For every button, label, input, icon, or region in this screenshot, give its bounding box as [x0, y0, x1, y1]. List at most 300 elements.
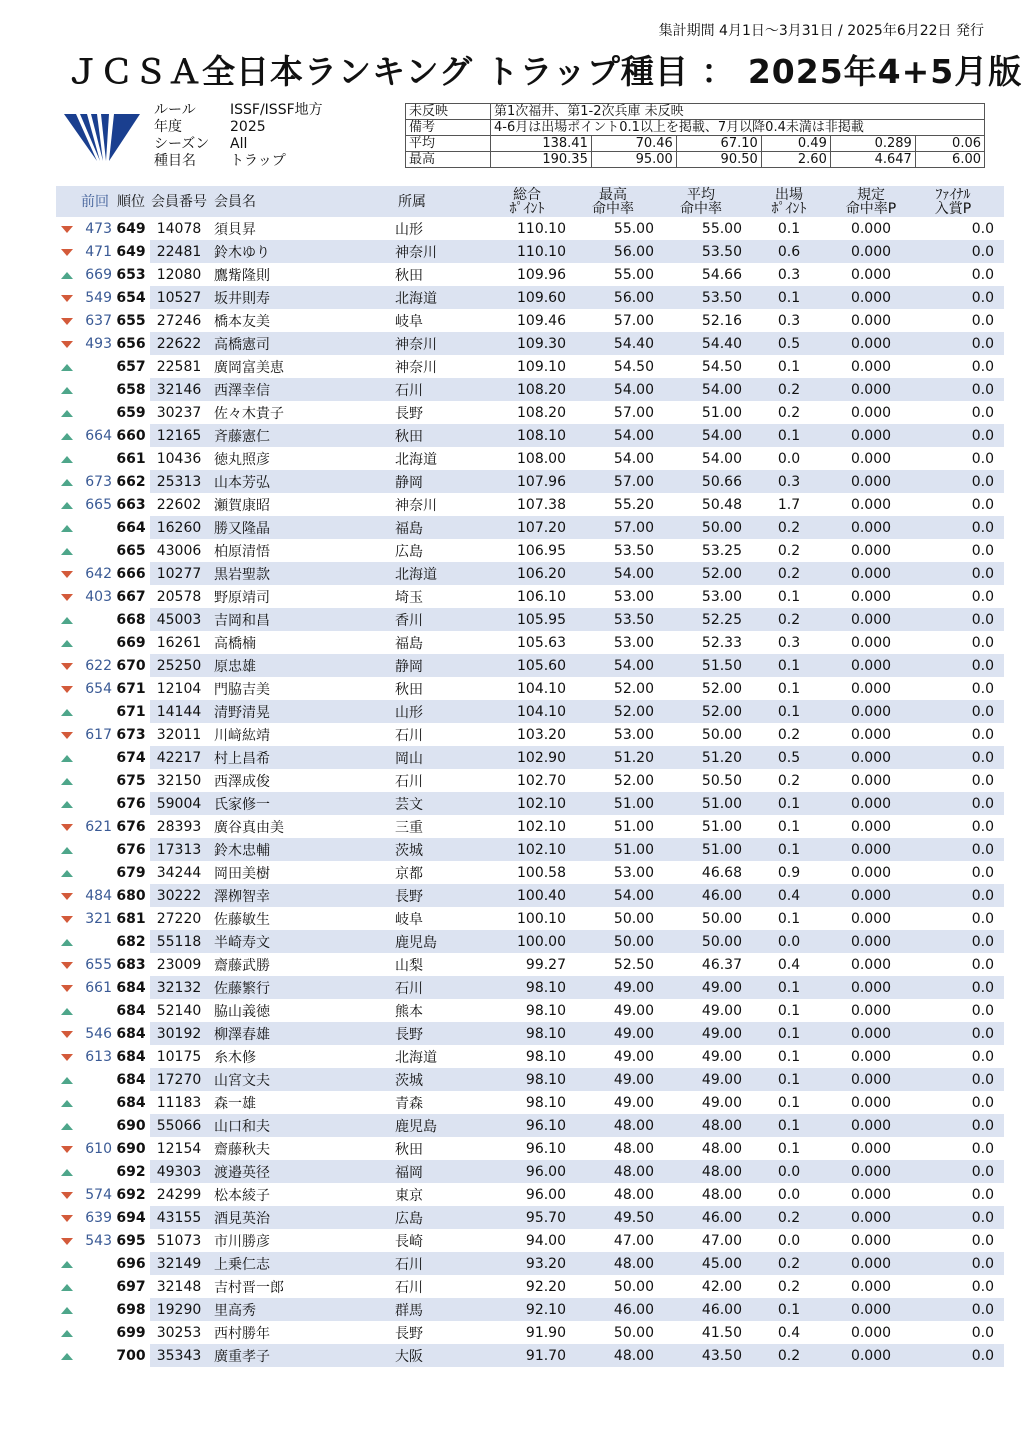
appearance-points: 0.4	[777, 1324, 801, 1341]
member-name: 脇山義徳	[214, 1003, 270, 1020]
prev-rank: 543	[85, 1232, 112, 1249]
trend-up-icon	[61, 1307, 73, 1314]
prev-rank: 613	[85, 1048, 112, 1065]
affiliation: 香川	[392, 608, 488, 631]
trend-up-icon	[61, 1330, 73, 1337]
member-name: 高橋楠	[214, 635, 256, 652]
trend-down-icon	[61, 1215, 73, 1222]
trend-up-icon	[61, 548, 73, 555]
regulation-rate-points: 0.000	[850, 542, 892, 559]
affiliation: 青森	[395, 1095, 423, 1112]
regulation-rate-points: 0.000	[850, 1002, 892, 1019]
regulation-rate-points: 0.000	[830, 378, 912, 401]
final-points: 0.0	[912, 1160, 1004, 1183]
prev-rank: 639	[85, 1209, 112, 1226]
regulation-rate-points: 0.000	[830, 976, 912, 999]
best-rate: 49.00	[613, 1048, 654, 1065]
appearance-points: 0.2	[748, 1252, 830, 1275]
prev-rank	[78, 378, 112, 401]
regulation-rate-points: 0.000	[850, 266, 892, 283]
trend-down-icon	[61, 318, 73, 325]
average-rate: 51.20	[660, 746, 748, 769]
total-points: 103.20	[517, 726, 566, 743]
member-name: 山本芳弘	[208, 470, 392, 493]
affiliation: 三重	[395, 819, 423, 836]
appearance-points: 0.2	[748, 562, 830, 585]
rank: 655	[116, 312, 146, 329]
rank: 692	[116, 1163, 146, 1180]
average-rate: 48.00	[701, 1186, 742, 1203]
prev-rank: 655	[85, 956, 112, 973]
final-points: 0.0	[912, 332, 1004, 355]
average-rate: 50.00	[701, 726, 742, 743]
affiliation: 埼玉	[395, 589, 423, 606]
trend-down-icon	[61, 594, 73, 601]
appearance-points: 0.1	[748, 1068, 830, 1091]
average-rate: 46.37	[701, 956, 742, 973]
member-id: 27246	[156, 312, 202, 329]
total-points: 105.95	[488, 608, 572, 631]
total-points: 100.10	[517, 910, 566, 927]
final-points: 0.0	[971, 588, 994, 605]
best-rate: 54.00	[572, 562, 660, 585]
info-average-row: 平均 138.41 70.46 67.10 0.49 0.289 0.06	[406, 136, 985, 152]
member-name: 佐藤繁行	[208, 976, 392, 999]
appearance-points: 0.1	[777, 1094, 801, 1111]
trend-up-icon	[61, 433, 73, 440]
info-table	[405, 103, 985, 168]
final-points: 0.0	[971, 358, 994, 375]
appearance-points: 0.1	[748, 976, 830, 999]
rank: 654	[116, 289, 146, 306]
trend-up-icon	[61, 1008, 73, 1015]
table-row	[56, 355, 1004, 378]
total-points: 96.10	[488, 1114, 572, 1137]
total-points: 98.10	[488, 1022, 572, 1045]
member-id: 17313	[150, 838, 208, 861]
trend-down-icon	[61, 226, 73, 233]
regulation-rate-points: 0.000	[830, 1298, 912, 1321]
final-points: 0.0	[971, 542, 994, 559]
table-row	[56, 217, 1004, 240]
total-points: 106.10	[517, 588, 566, 605]
average-rate: 50.50	[701, 772, 742, 789]
final-points: 0.0	[971, 1094, 994, 1111]
header-id: 会員番号	[150, 186, 208, 217]
prev-rank	[78, 608, 112, 631]
affiliation: 神奈川	[392, 240, 488, 263]
rank: 658	[116, 381, 146, 398]
regulation-rate-points: 0.000	[850, 818, 892, 835]
ranking-header	[56, 186, 1004, 217]
prev-rank	[78, 769, 112, 792]
table-row	[56, 516, 1004, 539]
header-reg: 規定 命中率P	[830, 186, 912, 217]
best-rate: 53.50	[572, 608, 660, 631]
prev-rank	[78, 516, 112, 539]
prev-rank	[78, 1321, 112, 1344]
prev-rank: 673	[85, 473, 112, 490]
average-rate: 46.00	[660, 1298, 748, 1321]
table-row	[56, 907, 1004, 930]
prev-rank: 549	[85, 289, 112, 306]
member-id: 32011	[156, 726, 202, 743]
total-points: 108.10	[488, 424, 572, 447]
affiliation: 長野	[395, 1325, 423, 1342]
header-trend	[56, 186, 78, 217]
best-rate: 53.00	[613, 588, 654, 605]
final-points: 0.0	[971, 496, 994, 513]
meta-rule: ルール ISSF/ISSF地方	[154, 102, 323, 118]
best-rate: 54.00	[613, 450, 654, 467]
prev-rank	[78, 1160, 112, 1183]
affiliation: 山梨	[395, 957, 423, 974]
table-row	[56, 1114, 1004, 1137]
rank: 671	[116, 680, 146, 697]
average-rate: 49.00	[701, 1048, 742, 1065]
member-name: 半崎寿文	[208, 930, 392, 953]
affiliation: 石川	[392, 378, 488, 401]
final-points: 0.0	[971, 772, 994, 789]
trend-down-icon	[61, 824, 73, 831]
regulation-rate-points: 0.000	[830, 1068, 912, 1091]
member-name: 佐々木貴子	[214, 405, 284, 422]
member-name: 斉藤憲仁	[208, 424, 392, 447]
trend-down-icon	[61, 686, 73, 693]
appearance-points: 0.2	[748, 378, 830, 401]
regulation-rate-points: 0.000	[850, 1048, 892, 1065]
member-id: 12165	[150, 424, 208, 447]
final-points: 0.0	[912, 654, 1004, 677]
rank: 690	[116, 1117, 146, 1134]
average-rate: 49.00	[660, 1068, 748, 1091]
best-rate: 53.00	[613, 634, 654, 651]
member-id: 10527	[150, 286, 208, 309]
final-points: 0.0	[971, 220, 994, 237]
member-name: 廣重孝子	[208, 1344, 392, 1367]
rank: 684	[116, 979, 146, 996]
total-points: 92.20	[525, 1278, 566, 1295]
average-rate: 51.00	[701, 404, 742, 421]
table-row	[56, 332, 1004, 355]
final-points: 0.0	[912, 792, 1004, 815]
best-rate: 48.00	[613, 1140, 654, 1157]
prev-rank: 642	[85, 565, 112, 582]
member-id: 28393	[156, 818, 202, 835]
prev-rank	[78, 401, 112, 424]
meta-season: シーズン All	[154, 136, 248, 152]
regulation-rate-points: 0.000	[830, 884, 912, 907]
prev-rank: 403	[85, 588, 112, 605]
table-row	[56, 1160, 1004, 1183]
trend-up-icon	[61, 1353, 73, 1360]
trend-up-icon	[61, 1077, 73, 1084]
table-row	[56, 1183, 1004, 1206]
appearance-points: 0.2	[748, 516, 830, 539]
appearance-points: 0.3	[748, 470, 830, 493]
appearance-points: 0.1	[777, 1140, 801, 1157]
table-row	[56, 1298, 1004, 1321]
appearance-points: 0.5	[748, 746, 830, 769]
member-id: 10277	[150, 562, 208, 585]
final-points: 0.0	[971, 818, 994, 835]
table-row	[56, 677, 1004, 700]
average-rate: 48.00	[660, 1160, 748, 1183]
table-row	[56, 470, 1004, 493]
final-points: 0.0	[912, 700, 1004, 723]
total-points: 109.10	[517, 358, 566, 375]
prev-rank: 669	[85, 266, 112, 283]
header-name: 会員名	[208, 186, 392, 217]
trend-down-icon	[61, 893, 73, 900]
appearance-points: 0.5	[748, 332, 830, 355]
table-row	[56, 1206, 1004, 1229]
rank: 660	[116, 427, 146, 444]
prev-rank: 321	[85, 910, 112, 927]
prev-rank: 661	[85, 979, 112, 996]
best-rate: 56.00	[572, 286, 660, 309]
member-id: 22581	[156, 358, 202, 375]
table-row	[56, 240, 1004, 263]
member-name: 徳丸照彦	[214, 451, 270, 468]
trend-down-icon	[61, 1031, 73, 1038]
appearance-points: 0.2	[777, 542, 801, 559]
appearance-points: 0.2	[777, 772, 801, 789]
member-name: 西澤幸信	[208, 378, 392, 401]
prev-rank: 610	[85, 1140, 112, 1157]
member-name: 齋藤武勝	[214, 957, 270, 974]
best-rate: 49.00	[572, 976, 660, 999]
member-id: 42217	[150, 746, 208, 769]
final-points: 0.0	[971, 680, 994, 697]
best-rate: 50.00	[613, 1324, 654, 1341]
info-unreflected-row: 未反映 第1次福井、第1-2次兵庫 未反映	[406, 104, 985, 120]
trend-up-icon	[61, 778, 73, 785]
best-rate: 51.20	[572, 746, 660, 769]
member-id: 12080	[156, 266, 202, 283]
average-rate: 50.66	[660, 470, 748, 493]
prev-rank	[78, 631, 112, 654]
average-rate: 53.00	[701, 588, 742, 605]
rank: 694	[116, 1209, 146, 1226]
table-row	[56, 309, 1004, 332]
appearance-points: 0.0	[777, 1186, 801, 1203]
appearance-points: 0.4	[777, 956, 801, 973]
member-id: 22481	[150, 240, 208, 263]
best-rate: 50.00	[572, 930, 660, 953]
member-id: 11183	[156, 1094, 202, 1111]
regulation-rate-points: 0.000	[850, 1278, 892, 1295]
total-points: 107.96	[488, 470, 572, 493]
total-points: 102.10	[517, 818, 566, 835]
regulation-rate-points: 0.000	[830, 792, 912, 815]
rank: 673	[116, 726, 146, 743]
total-points: 98.10	[488, 976, 572, 999]
average-rate: 50.00	[660, 930, 748, 953]
appearance-points: 0.2	[748, 608, 830, 631]
table-row	[56, 838, 1004, 861]
table-row	[56, 1229, 1004, 1252]
total-points: 93.20	[488, 1252, 572, 1275]
rank: 663	[116, 496, 146, 513]
prev-rank	[78, 1068, 112, 1091]
total-points: 109.30	[488, 332, 572, 355]
affiliation: 静岡	[392, 654, 488, 677]
trend-down-icon	[61, 732, 73, 739]
member-id: 10436	[156, 450, 202, 467]
average-rate: 49.00	[701, 1094, 742, 1111]
regulation-rate-points: 0.000	[850, 956, 892, 973]
header-total: 総合 ﾎﾟｲﾝﾄ	[488, 186, 572, 217]
total-points: 100.00	[488, 930, 572, 953]
average-rate: 53.50	[660, 240, 748, 263]
prev-rank: 621	[85, 818, 112, 835]
final-points: 0.0	[971, 634, 994, 651]
rank: 665	[116, 542, 146, 559]
total-points: 102.70	[517, 772, 566, 789]
affiliation: 長崎	[395, 1233, 423, 1250]
total-points: 107.38	[517, 496, 566, 513]
final-points: 0.0	[912, 838, 1004, 861]
member-id: 23009	[156, 956, 202, 973]
total-points: 98.10	[488, 1068, 572, 1091]
affiliation: 秋田	[395, 267, 423, 284]
best-rate: 46.00	[572, 1298, 660, 1321]
total-points: 91.90	[525, 1324, 566, 1341]
best-rate: 48.00	[572, 1344, 660, 1367]
prev-rank	[78, 1298, 112, 1321]
appearance-points: 0.2	[748, 1206, 830, 1229]
regulation-rate-points: 0.000	[830, 1206, 912, 1229]
average-rate: 51.00	[660, 792, 748, 815]
total-points: 100.40	[488, 884, 572, 907]
best-rate: 48.00	[572, 1160, 660, 1183]
trend-down-icon	[61, 916, 73, 923]
member-name: 山宮文夫	[208, 1068, 392, 1091]
final-points: 0.0	[971, 266, 994, 283]
average-rate: 51.00	[660, 838, 748, 861]
member-id: 49303	[150, 1160, 208, 1183]
best-rate: 57.00	[613, 312, 654, 329]
total-points: 91.70	[488, 1344, 572, 1367]
affiliation: 福島	[392, 516, 488, 539]
affiliation: 神奈川	[395, 359, 437, 376]
prev-rank: 665	[85, 496, 112, 513]
average-rate: 52.16	[701, 312, 742, 329]
total-points: 108.20	[517, 404, 566, 421]
rank: 649	[116, 220, 146, 237]
regulation-rate-points: 0.000	[850, 726, 892, 743]
member-name: 西村勝年	[214, 1325, 270, 1342]
member-id: 30192	[150, 1022, 208, 1045]
average-rate: 55.00	[701, 220, 742, 237]
regulation-rate-points: 0.000	[850, 312, 892, 329]
trend-up-icon	[61, 525, 73, 532]
average-rate: 52.00	[660, 562, 748, 585]
table-row	[56, 447, 1004, 470]
final-points: 0.0	[971, 1278, 994, 1295]
best-rate: 54.00	[572, 424, 660, 447]
member-id: 10175	[156, 1048, 202, 1065]
final-points: 0.0	[912, 1022, 1004, 1045]
appearance-points: 0.3	[777, 312, 801, 329]
total-points: 96.00	[525, 1186, 566, 1203]
affiliation: 北海道	[395, 451, 437, 468]
prev-rank	[78, 1114, 112, 1137]
total-points: 105.63	[517, 634, 566, 651]
appearance-points: 0.1	[777, 588, 801, 605]
appearance-points: 0.1	[777, 1002, 801, 1019]
member-name: 佐藤敏生	[214, 911, 270, 928]
prev-rank	[78, 999, 112, 1022]
best-rate: 54.00	[572, 378, 660, 401]
average-rate: 43.50	[660, 1344, 748, 1367]
total-points: 106.20	[488, 562, 572, 585]
average-rate: 46.68	[701, 864, 742, 881]
regulation-rate-points: 0.000	[830, 240, 912, 263]
best-rate: 54.40	[572, 332, 660, 355]
prev-rank	[78, 861, 112, 884]
appearance-points: 0.0	[748, 930, 830, 953]
trend-up-icon	[61, 755, 73, 762]
prev-rank: 637	[85, 312, 112, 329]
header-avg: 平均 命中率	[660, 186, 748, 217]
trend-down-icon	[61, 249, 73, 256]
affiliation: 秋田	[395, 1141, 423, 1158]
prev-rank	[78, 447, 112, 470]
member-id: 55118	[150, 930, 208, 953]
trend-up-icon	[61, 939, 73, 946]
member-id: 14144	[150, 700, 208, 723]
regulation-rate-points: 0.000	[830, 562, 912, 585]
regulation-rate-points: 0.000	[830, 1344, 912, 1367]
best-rate: 56.00	[572, 240, 660, 263]
appearance-points: 0.1	[777, 818, 801, 835]
table-row	[56, 608, 1004, 631]
affiliation: 石川	[395, 773, 423, 790]
member-id: 14078	[156, 220, 202, 237]
trend-up-icon	[61, 364, 73, 371]
affiliation: 山形	[395, 221, 423, 238]
header-appear: 出場 ﾎﾟｲﾝﾄ	[748, 186, 830, 217]
best-rate: 49.00	[572, 1022, 660, 1045]
average-rate: 46.00	[660, 1206, 748, 1229]
regulation-rate-points: 0.000	[850, 404, 892, 421]
prev-rank: 546	[85, 1025, 112, 1042]
best-rate: 49.00	[572, 1068, 660, 1091]
member-name: 坂井則寿	[208, 286, 392, 309]
regulation-rate-points: 0.000	[830, 746, 912, 769]
trend-up-icon	[61, 847, 73, 854]
best-rate: 57.00	[572, 470, 660, 493]
final-points: 0.0	[971, 1186, 994, 1203]
best-rate: 54.50	[613, 358, 654, 375]
affiliation: 岐阜	[395, 313, 423, 330]
rank: 681	[116, 910, 146, 927]
prev-rank	[78, 746, 112, 769]
affiliation: 鹿児島	[392, 1114, 488, 1137]
trend-up-icon	[61, 709, 73, 716]
prev-rank	[78, 355, 112, 378]
meta-event: 種目名 トラップ	[154, 153, 286, 169]
regulation-rate-points: 0.000	[830, 424, 912, 447]
rank: 649	[116, 243, 146, 260]
prev-rank: 493	[85, 335, 112, 352]
final-points: 0.0	[912, 930, 1004, 953]
member-id: 17270	[150, 1068, 208, 1091]
rank: 695	[116, 1232, 146, 1249]
final-points: 0.0	[971, 1324, 994, 1341]
